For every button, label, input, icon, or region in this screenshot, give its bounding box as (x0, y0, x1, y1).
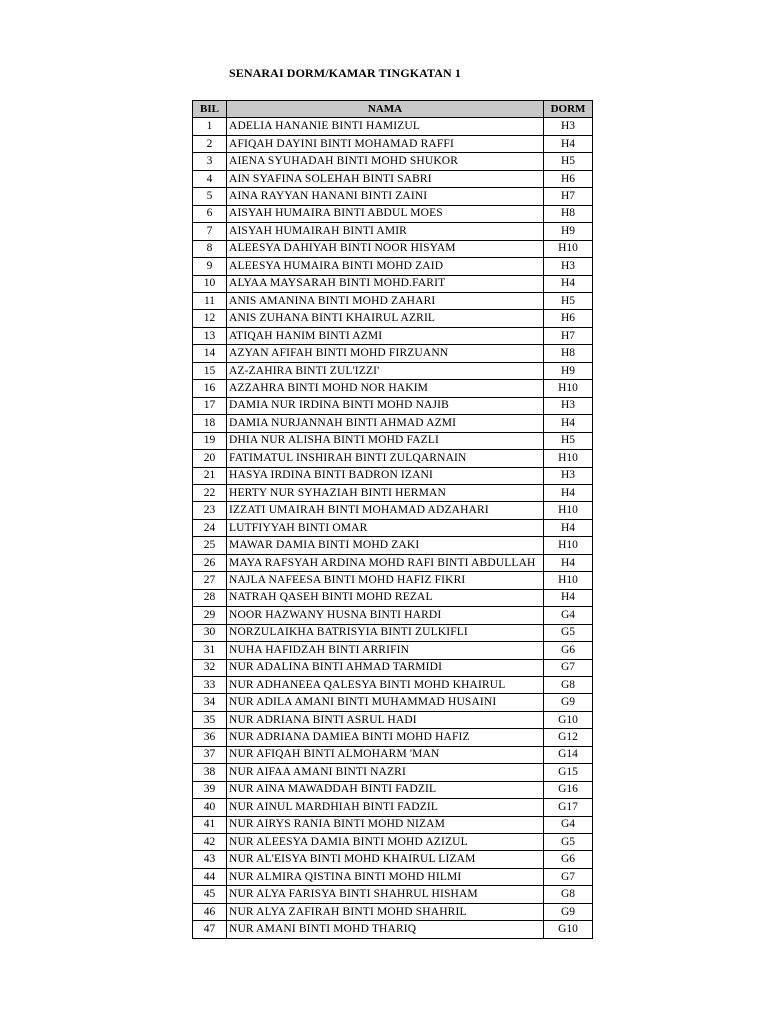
table-row (193, 345, 593, 362)
dorm-code: H4 (544, 484, 593, 501)
table-row (193, 921, 593, 938)
dorm-code: G14 (544, 746, 593, 763)
row-number: 14 (193, 345, 227, 362)
table-row (193, 467, 593, 484)
student-name: MAYA RAFSYAH ARDINA MOHD RAFI BINTI ABDULLAH (227, 554, 544, 571)
dorm-code: H3 (544, 397, 593, 414)
row-number: 2 (193, 135, 227, 152)
table-row (193, 624, 593, 641)
student-name: DHIA NUR ALISHA BINTI MOHD FAZLI (227, 432, 544, 449)
row-number: 16 (193, 380, 227, 397)
dorm-code: H5 (544, 432, 593, 449)
row-number: 21 (193, 467, 227, 484)
dorm-code: H10 (544, 380, 593, 397)
student-name: AZ-ZAHIRA BINTI ZUL'IZZI' (227, 362, 544, 379)
dorm-code: G7 (544, 659, 593, 676)
dorm-code: G9 (544, 694, 593, 711)
student-name: ADELIA HANANIE BINTI HAMIZUL (227, 118, 544, 135)
dorm-code: H4 (544, 415, 593, 432)
table-row (193, 153, 593, 170)
row-number: 9 (193, 258, 227, 275)
table-row (193, 554, 593, 571)
table-row (193, 118, 593, 135)
table-row (193, 519, 593, 536)
dorm-code: H6 (544, 310, 593, 327)
dorm-code: G8 (544, 886, 593, 903)
dorm-code: H9 (544, 362, 593, 379)
student-name: NUR AMANI BINTI MOHD THARIQ (227, 921, 544, 938)
table-row (193, 275, 593, 292)
row-number: 24 (193, 519, 227, 536)
student-name: FATIMATUL INSHIRAH BINTI ZULQARNAIN (227, 450, 544, 467)
table-row (193, 676, 593, 693)
dorm-code: H10 (544, 450, 593, 467)
student-name: NORZULAIKHA BATRISYIA BINTI ZULKIFLI (227, 624, 544, 641)
student-name: ALYAA MAYSARAH BINTI MOHD.FARIT (227, 275, 544, 292)
student-name: HASYA IRDINA BINTI BADRON IZANI (227, 467, 544, 484)
row-number: 17 (193, 397, 227, 414)
row-number: 42 (193, 834, 227, 851)
student-name: NUR ALYA FARISYA BINTI SHAHRUL HISHAM (227, 886, 544, 903)
row-number: 13 (193, 327, 227, 344)
row-number: 46 (193, 903, 227, 920)
header-dorm: DORM (544, 101, 593, 118)
header-bil: BIL (193, 101, 227, 118)
student-name: NUR ADRIANA BINTI ASRUL HADI (227, 711, 544, 728)
dorm-code: G17 (544, 799, 593, 816)
table-row (193, 834, 593, 851)
row-number: 32 (193, 659, 227, 676)
dorm-code: H10 (544, 502, 593, 519)
table-row (193, 432, 593, 449)
student-name: AZZAHRA BINTI MOHD NOR HAKIM (227, 380, 544, 397)
student-name: HERTY NUR SYHAZIAH BINTI HERMAN (227, 484, 544, 501)
student-name: LUTFIYYAH BINTI OMAR (227, 519, 544, 536)
dorm-code: H4 (544, 519, 593, 536)
table-row (193, 223, 593, 240)
dorm-code: G5 (544, 834, 593, 851)
student-name: NUR ADRIANA DAMIEA BINTI MOHD HAFIZ (227, 729, 544, 746)
dorm-code: H10 (544, 537, 593, 554)
table-row (193, 746, 593, 763)
table-row (193, 711, 593, 728)
row-number: 25 (193, 537, 227, 554)
table-row (193, 380, 593, 397)
dorm-code: H7 (544, 188, 593, 205)
student-name: NUR AFIQAH BINTI ALMOHARM 'MAN (227, 746, 544, 763)
row-number: 34 (193, 694, 227, 711)
student-name: NUR AINA MAWADDAH BINTI FADZIL (227, 781, 544, 798)
row-number: 44 (193, 868, 227, 885)
row-number: 19 (193, 432, 227, 449)
table-row (193, 642, 593, 659)
row-number: 41 (193, 816, 227, 833)
table-row (193, 729, 593, 746)
table-row (193, 310, 593, 327)
table-row (193, 415, 593, 432)
student-name: DAMIA NURJANNAH BINTI AHMAD AZMI (227, 415, 544, 432)
dorm-code: H4 (544, 135, 593, 152)
table-row (193, 362, 593, 379)
dorm-code: H8 (544, 345, 593, 362)
student-name: AISYAH HUMAIRA BINTI ABDUL MOES (227, 205, 544, 222)
dorm-code: G8 (544, 676, 593, 693)
table-row (193, 188, 593, 205)
row-number: 40 (193, 799, 227, 816)
student-name: AIN SYAFINA SOLEHAH BINTI SABRI (227, 170, 544, 187)
student-name: AZYAN AFIFAH BINTI MOHD FIRZUANN (227, 345, 544, 362)
dorm-code: H5 (544, 292, 593, 309)
dorm-code: H4 (544, 589, 593, 606)
dorm-roster-table (192, 100, 593, 939)
row-number: 43 (193, 851, 227, 868)
dorm-code: H4 (544, 554, 593, 571)
table-row (193, 903, 593, 920)
student-name: IZZATI UMAIRAH BINTI MOHAMAD ADZAHARI (227, 502, 544, 519)
dorm-code: H10 (544, 240, 593, 257)
student-name: NUR ADALINA BINTI AHMAD TARMIDI (227, 659, 544, 676)
header-nama: NAMA (227, 101, 544, 118)
dorm-code: G10 (544, 711, 593, 728)
student-name: ALEESYA HUMAIRA BINTI MOHD ZAID (227, 258, 544, 275)
table-header (193, 101, 593, 118)
dorm-code: H7 (544, 327, 593, 344)
row-number: 11 (193, 292, 227, 309)
dorm-code: H3 (544, 118, 593, 135)
student-name: NUR ALEESYA DAMIA BINTI MOHD AZIZUL (227, 834, 544, 851)
dorm-code: G7 (544, 868, 593, 885)
student-name: NUR AIFAA AMANI BINTI NAZRI (227, 764, 544, 781)
table-row (193, 502, 593, 519)
row-number: 37 (193, 746, 227, 763)
student-name: AFIQAH DAYINI BINTI MOHAMAD RAFFI (227, 135, 544, 152)
row-number: 5 (193, 188, 227, 205)
table-row (193, 572, 593, 589)
dorm-code: H8 (544, 205, 593, 222)
table-row (193, 397, 593, 414)
row-number: 1 (193, 118, 227, 135)
student-name: NUR AINUL MARDHIAH BINTI FADZIL (227, 799, 544, 816)
student-name: NUR ADILA AMANI BINTI MUHAMMAD HUSAINI (227, 694, 544, 711)
table-row (193, 886, 593, 903)
table-body (193, 118, 593, 938)
table-row (193, 607, 593, 624)
student-name: ANIS ZUHANA BINTI KHAIRUL AZRIL (227, 310, 544, 327)
row-number: 10 (193, 275, 227, 292)
dorm-code: H9 (544, 223, 593, 240)
dorm-code: G12 (544, 729, 593, 746)
student-name: NAJLA NAFEESA BINTI MOHD HAFIZ FIKRI (227, 572, 544, 589)
student-name: AISYAH HUMAIRAH BINTI AMIR (227, 223, 544, 240)
table-row (193, 764, 593, 781)
student-name: NUHA HAFIDZAH BINTI ARRIFIN (227, 642, 544, 659)
dorm-code: H10 (544, 572, 593, 589)
table-row (193, 292, 593, 309)
student-name: AIENA SYUHADAH BINTI MOHD SHUKOR (227, 153, 544, 170)
student-name: NUR AL'EISYA BINTI MOHD KHAIRUL LIZAM (227, 851, 544, 868)
table-row (193, 799, 593, 816)
document-title: SENARAI DORM/KAMAR TINGKATAN 1 (229, 66, 462, 80)
row-number: 3 (193, 153, 227, 170)
dorm-code: G4 (544, 816, 593, 833)
row-number: 33 (193, 676, 227, 693)
table-row (193, 135, 593, 152)
table-row (193, 659, 593, 676)
row-number: 29 (193, 607, 227, 624)
dorm-code: H6 (544, 170, 593, 187)
row-number: 8 (193, 240, 227, 257)
row-number: 47 (193, 921, 227, 938)
table-row (193, 484, 593, 501)
row-number: 23 (193, 502, 227, 519)
row-number: 28 (193, 589, 227, 606)
table-row (193, 327, 593, 344)
dorm-code: H3 (544, 258, 593, 275)
dorm-code: G16 (544, 781, 593, 798)
student-name: NUR ALYA ZAFIRAH BINTI MOHD SHAHRIL (227, 903, 544, 920)
row-number: 39 (193, 781, 227, 798)
student-name: DAMIA NUR IRDINA BINTI MOHD NAJIB (227, 397, 544, 414)
table-row (193, 258, 593, 275)
dorm-code: G6 (544, 642, 593, 659)
row-number: 12 (193, 310, 227, 327)
row-number: 18 (193, 415, 227, 432)
student-name: MAWAR DAMIA BINTI MOHD ZAKI (227, 537, 544, 554)
header-row (193, 101, 593, 118)
row-number: 26 (193, 554, 227, 571)
student-name: NUR AIRYS RANIA BINTI MOHD NIZAM (227, 816, 544, 833)
row-number: 45 (193, 886, 227, 903)
dorm-code: G4 (544, 607, 593, 624)
student-name: ATIQAH HANIM BINTI AZMI (227, 327, 544, 344)
student-name: ALEESYA DAHIYAH BINTI NOOR HISYAM (227, 240, 544, 257)
table-row (193, 450, 593, 467)
student-name: NATRAH QASEH BINTI MOHD REZAL (227, 589, 544, 606)
row-number: 27 (193, 572, 227, 589)
table-row (193, 781, 593, 798)
row-number: 15 (193, 362, 227, 379)
dorm-code: H4 (544, 275, 593, 292)
row-number: 30 (193, 624, 227, 641)
table-row (193, 851, 593, 868)
student-name: ANIS AMANINA BINTI MOHD ZAHARI (227, 292, 544, 309)
dorm-code: H3 (544, 467, 593, 484)
row-number: 31 (193, 642, 227, 659)
row-number: 38 (193, 764, 227, 781)
table-row (193, 170, 593, 187)
dorm-code: G15 (544, 764, 593, 781)
student-name: AINA RAYYAN HANANI BINTI ZAINI (227, 188, 544, 205)
row-number: 35 (193, 711, 227, 728)
student-name: NUR ADHANEEA QALESYA BINTI MOHD KHAIRUL (227, 676, 544, 693)
table-row (193, 537, 593, 554)
dorm-code: G10 (544, 921, 593, 938)
table-row (193, 816, 593, 833)
row-number: 20 (193, 450, 227, 467)
dorm-code: G9 (544, 903, 593, 920)
row-number: 36 (193, 729, 227, 746)
row-number: 6 (193, 205, 227, 222)
table-row (193, 868, 593, 885)
row-number: 7 (193, 223, 227, 240)
row-number: 22 (193, 484, 227, 501)
table-row (193, 589, 593, 606)
dorm-code: G6 (544, 851, 593, 868)
table-row (193, 205, 593, 222)
dorm-code: H5 (544, 153, 593, 170)
student-name: NOOR HAZWANY HUSNA BINTI HARDI (227, 607, 544, 624)
student-name: NUR ALMIRA QISTINA BINTI MOHD HILMI (227, 868, 544, 885)
table-row (193, 694, 593, 711)
table-row (193, 240, 593, 257)
dorm-code: G5 (544, 624, 593, 641)
row-number: 4 (193, 170, 227, 187)
